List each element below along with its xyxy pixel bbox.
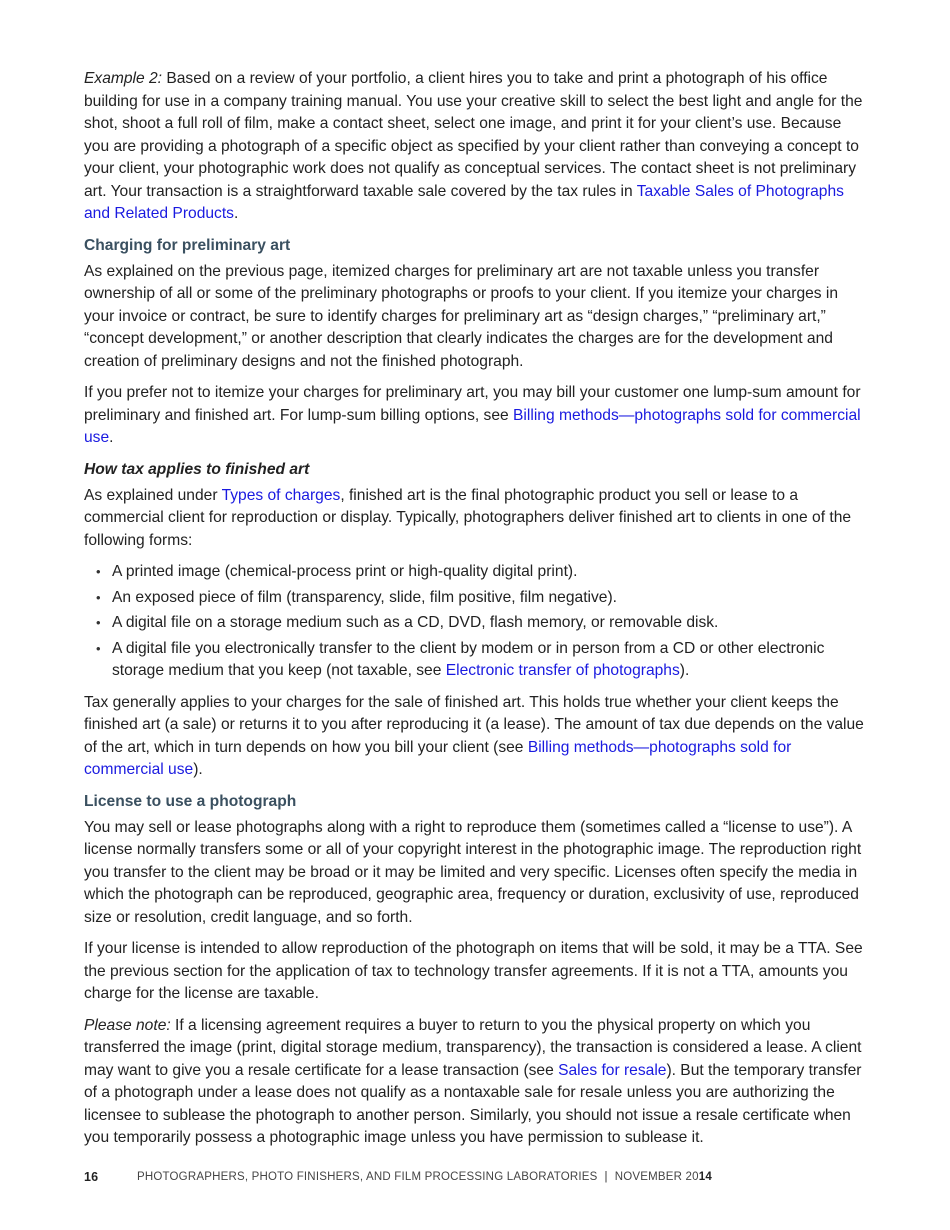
link-electronic-transfer[interactable]: Electronic transfer of photographs [445, 662, 680, 679]
tax-applies-paragraph [84, 692, 868, 782]
publication-date [615, 1171, 712, 1183]
punctuation: . [109, 429, 114, 446]
lump-sum-text: If you prefer not to itemize your charges for preliminary art, you may bill your customer one lump-sum amount for preliminary and finished art. For lump-sum billing options, see [84, 384, 861, 424]
link-billing-methods-2[interactable]: Billing methods—photographs sold for commercial use [84, 738, 792, 778]
please-note-label: Please note: [84, 1016, 171, 1034]
page-number: 16 [84, 1170, 99, 1184]
finished-art-paragraph [84, 485, 868, 553]
link-sales-for-resale[interactable]: Sales for resale [558, 1061, 667, 1079]
list-item [112, 638, 868, 683]
preliminary-paragraph: As explained on the previous page, itemized charges for preliminary art are not taxable unless you transfer ownership of all or some of the preliminary photographs or proofs to your client. If you itemize your charges in your invoice or contract, be sure to identify charges for preliminary art as “design charges,” “preliminary art,” “concept development,” or another description that clearly indicates the charges are for the development and creation of preliminary designs and not the finished photograph. [84, 262, 839, 370]
license-paragraph: You may sell or lease photographs along with a right to reproduce them (sometimes called a “license to use”). A license normally transfers some or all of your copyright interest in the photographic image. The reproduction right you transfer to the client may be broad or it may be limited and very specific. Licenses often specify the media in which the photograph can be reproduced, geographic area, frequency or duration, exclusivity of use, reproduced size or resolution, credit language, and so forth. [84, 818, 862, 926]
date-year-suffix: 14 [698, 1171, 712, 1183]
tax-applies-text: Tax generally applies to your charges for the sale of finished art. This holds true whether your client keeps the finished art (a sale) or returns it to you after reproducing it (a lease). The amount of tax due depends on the value of the art, which in turn depends on how you bill your client (see [84, 693, 864, 756]
example-text: Based on a review of your portfolio, a client hires you to take and print a photograph of his office building for use in a company training manual. You use your creative skill to select the best light and angle for the shot, shoot a full roll of film, make a contact sheet, select one image, and print it for your client’s use. Because you are providing a photograph of a specific object as specified by your client rather than conveying a concept to your client, your photographic work does not qualify as conceptual services. The contact sheet is not preliminary art. Your transaction is a straightforward taxable sale covered by the tax rules in [84, 70, 863, 200]
finished-art-forms-list [84, 561, 868, 683]
list-item: • A printed image (chemical-process print or high-quality digital print). [112, 561, 868, 584]
punctuation: ). [679, 662, 690, 679]
example-label: Example 2: [84, 70, 163, 87]
page-footer [84, 1170, 868, 1184]
publication-title: PHOTOGRAPHERS, PHOTO FINISHERS, AND FILM PROCESSING LABORATORIES [137, 1171, 598, 1183]
link-taxable-sales[interactable]: Taxable Sales of Photographs and Related Products [84, 182, 844, 222]
punctuation: . [233, 205, 239, 222]
finished-art-pre: As explained under [84, 486, 222, 504]
lump-sum-paragraph [84, 382, 868, 450]
list-item: • An exposed piece of film (transparency, slide, film positive, film negative). [112, 587, 868, 610]
punctuation: ). [193, 761, 203, 778]
please-note-paragraph [84, 1015, 868, 1150]
please-note-text: If a licensing agreement requires a buyer to return to you the physical property on which you transferred the image (print, digital storage medium, transparency), the transaction is considered a lease. A client may want to give you a resale certificate for a lease transaction (see [84, 1016, 862, 1079]
footer-separator: | [604, 1171, 608, 1183]
date-prefix: NOVEMBER 20 [614, 1171, 699, 1183]
example-2-paragraph [84, 68, 868, 226]
finished-art-text: , finished art is the final photographic product you sell or lease to a commercial client for reproduction or display. Typically, photographers deliver finished art to clients in one of the following forms: [84, 486, 852, 549]
link-types-of-charges[interactable]: Types of charges [221, 486, 341, 504]
list-item-text: A digital file you electronically transfer to the client by modem or in person from a CD or other electronic storage medium that you keep (not taxable, see [112, 639, 825, 679]
page-content [84, 68, 868, 1159]
please-note-tail: ). But the temporary transfer of a photograph under a lease does not qualify as a nontaxable sale for resale unless you are authorizing the licensee to sublease the photograph to another person. Similarly, you should not issue a resale certificate when you temporarily possess a photographic image unless you have permission to sublease it. [84, 1061, 862, 1146]
heading-finished-art: How tax applies to finished art [84, 460, 310, 478]
link-billing-methods[interactable]: Billing methods—photographs sold for commercial use [84, 406, 861, 446]
tta-paragraph: If your license is intended to allow reproduction of the photograph on items that will be sold, it may be a TTA. See the previous section for the application of tax to technology transfer agreements. If it is not a TTA, amounts you charge for the license are taxable. [84, 940, 863, 1002]
heading-license: License to use a photograph [84, 792, 297, 810]
heading-preliminary-art: Charging for preliminary art [84, 236, 291, 254]
list-item: • A digital file on a storage medium such as a CD, DVD, flash memory, or removable disk. [112, 612, 868, 635]
